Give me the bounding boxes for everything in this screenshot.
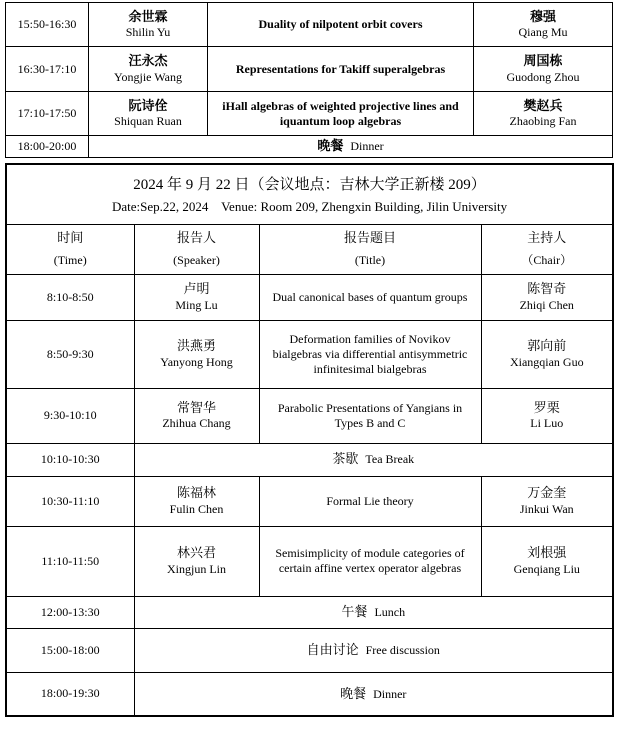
break-label-cn: 午餐 <box>341 603 368 619</box>
speaker-cell <box>134 320 259 388</box>
talk-title: Parabolic Presentations of Yangians in Types B and C <box>277 400 463 430</box>
time-text: 17:10-17:50 <box>17 106 77 120</box>
time-cell <box>6 3 89 47</box>
title-cell <box>259 388 481 443</box>
time-text: 11:10-11:50 <box>41 553 100 568</box>
speaker-cell <box>134 388 259 443</box>
time-cell <box>6 274 134 320</box>
chair-cell <box>474 3 613 47</box>
speaker-name-cn: 阮诗佺 <box>128 97 168 113</box>
title-cell <box>259 476 481 526</box>
column-header-row <box>6 224 613 274</box>
time-text: 15:00-18:00 <box>40 642 100 657</box>
meal-row <box>6 136 613 158</box>
break-row <box>6 628 613 672</box>
break-label-cn: 晚餐 <box>340 685 367 701</box>
date-title-cn: 2024 年 9 月 22 日（会议地点：吉林大学正新楼 209） <box>133 176 486 193</box>
col-time-en: (Time) <box>53 252 87 267</box>
break-label-en: Lunch <box>374 604 406 619</box>
chair-cell <box>481 526 613 596</box>
time-cell <box>6 47 89 92</box>
chair-cell <box>474 47 613 92</box>
day2-schedule-table <box>5 163 614 717</box>
chair-name-cn: 穆强 <box>529 8 556 24</box>
title-cell <box>208 47 474 92</box>
speaker-name-cn: 卢明 <box>183 281 210 297</box>
chair-name-cn: 刘根强 <box>527 545 567 561</box>
title-cell <box>259 274 481 320</box>
break-label-cn: 茶歇 <box>332 451 359 467</box>
speaker-name-en: Zhihua Chang <box>162 416 231 431</box>
break-label-en: Free discussion <box>365 642 440 657</box>
prev-day-schedule-table <box>5 2 613 158</box>
talk-title: iHall algebras of weighted projective lines and iquantum loop algebras <box>222 98 459 128</box>
talk-row <box>6 320 613 388</box>
chair-name-cn: 罗栗 <box>533 399 560 415</box>
column-header-speaker <box>134 224 259 274</box>
time-text: 15:50-16:30 <box>17 17 77 31</box>
talk-title: Semisimplicity of module categories of certain affine vertex operator algebras <box>275 546 465 575</box>
talk-row <box>6 92 613 136</box>
time-text: 10:30-11:10 <box>41 493 100 508</box>
break-label-cn: 自由讨论 <box>306 641 359 657</box>
chair-name-cn: 陈智奇 <box>527 281 567 297</box>
date-header-cell <box>6 164 613 224</box>
column-header-time <box>6 224 134 274</box>
speaker-name-en: Fulin Chen <box>169 501 224 516</box>
time-cell <box>6 628 134 672</box>
time-cell <box>6 443 134 476</box>
time-text: 10:10-10:30 <box>40 452 100 466</box>
speaker-cell <box>134 274 259 320</box>
talk-row <box>6 526 613 596</box>
chair-name-cn: 周国栋 <box>523 53 563 69</box>
talk-row <box>6 274 613 320</box>
speaker-name-en: Shilin Yu <box>125 25 171 40</box>
column-header-chair <box>481 224 613 274</box>
talk-title: Duality of nilpotent orbit covers <box>258 17 423 31</box>
time-text: 8:10-8:50 <box>46 289 94 304</box>
time-cell <box>6 136 89 158</box>
col-chair-cn: 主持人 <box>527 230 567 246</box>
title-cell <box>208 92 474 136</box>
talk-title: Deformation families of Novikov bialgebras via differential antisymmetric infinitesimal bialgebras <box>272 331 468 376</box>
talk-row <box>6 388 613 443</box>
title-cell <box>259 320 481 388</box>
title-cell <box>208 3 474 47</box>
break-label-en: Dinner <box>373 686 407 701</box>
chair-cell <box>481 476 613 526</box>
title-cell <box>259 526 481 596</box>
time-cell <box>6 92 89 136</box>
speaker-name-cn: 陈福林 <box>176 485 216 501</box>
chair-name-cn: 樊赵兵 <box>523 97 563 113</box>
col-speaker-cn: 报告人 <box>176 230 216 246</box>
talk-title: Representations for Takiff superalgebras <box>235 61 446 76</box>
chair-cell <box>474 92 613 136</box>
break-row <box>6 443 613 476</box>
chair-cell <box>481 274 613 320</box>
time-cell <box>6 596 134 628</box>
chair-name-cn: 郭向前 <box>527 338 567 354</box>
break-row <box>6 672 613 716</box>
speaker-name-cn: 林兴君 <box>176 545 216 561</box>
time-cell <box>6 476 134 526</box>
chair-name-en: Jinkui Wan <box>519 501 574 516</box>
time-cell <box>6 320 134 388</box>
time-text: 18:00-19:30 <box>40 686 100 701</box>
talk-row <box>6 476 613 526</box>
col-chair-en: （Chair） <box>521 252 573 267</box>
col-speaker-en: (Speaker) <box>173 252 220 267</box>
break-cell <box>134 596 613 628</box>
col-title-en: (Title) <box>354 252 386 267</box>
column-header-title <box>259 224 481 274</box>
talk-row <box>6 3 613 47</box>
time-cell <box>6 388 134 443</box>
chair-name-en: Li Luo <box>530 416 564 431</box>
speaker-name-cn: 常智华 <box>176 399 216 415</box>
talk-title: Formal Lie theory <box>326 493 414 508</box>
date-title-en: Date:Sep.22, 2024 Venue: Room 209, Zhengxin Building, Jilin University <box>111 198 508 214</box>
speaker-name-cn: 洪燕勇 <box>176 338 216 354</box>
time-text: 8:50-9:30 <box>46 346 94 361</box>
chair-name-en: Zhiqi Chen <box>519 297 574 312</box>
speaker-cell <box>89 3 208 47</box>
time-cell <box>6 526 134 596</box>
meal-label-cn: 晚餐 <box>317 138 344 154</box>
speaker-name-cn: 余世霖 <box>128 8 168 24</box>
speaker-name-en: Shiquan Ruan <box>114 114 182 129</box>
speaker-cell <box>134 526 259 596</box>
meal-cell <box>89 136 613 158</box>
time-cell <box>6 672 134 716</box>
break-cell <box>134 628 613 672</box>
chair-name-en: Zhaobing Fan <box>509 114 577 129</box>
speaker-name-en: Yanyong Hong <box>160 354 233 369</box>
speaker-name-en: Ming Lu <box>175 297 218 312</box>
col-title-cn: 报告题目 <box>343 230 396 246</box>
speaker-name-cn: 汪永杰 <box>128 53 168 69</box>
chair-cell <box>481 320 613 388</box>
talk-row <box>6 47 613 92</box>
break-cell <box>134 443 613 476</box>
chair-cell <box>481 388 613 443</box>
chair-name-en: Guodong Zhou <box>506 69 580 84</box>
date-header-row <box>6 164 613 224</box>
speaker-cell <box>89 92 208 136</box>
time-text: 18:00-20:00 <box>17 139 77 153</box>
chair-name-en: Qiang Mu <box>518 25 568 40</box>
chair-name-en: Xiangqian Guo <box>509 354 584 369</box>
break-label-en: Tea Break <box>365 452 415 467</box>
col-time-cn: 时间 <box>57 230 84 246</box>
talk-title: Dual canonical bases of quantum groups <box>272 289 468 304</box>
speaker-cell <box>89 47 208 92</box>
speaker-name-en: Yongjie Wang <box>114 69 182 84</box>
chair-name-cn: 万金奎 <box>527 485 567 501</box>
time-text: 12:00-13:30 <box>40 604 100 619</box>
break-row <box>6 596 613 628</box>
chair-name-en: Genqiang Liu <box>513 561 580 576</box>
break-cell <box>134 672 613 716</box>
time-text: 16:30-17:10 <box>17 61 77 76</box>
time-text: 9:30-10:10 <box>43 408 97 422</box>
speaker-name-en: Xingjun Lin <box>167 561 226 576</box>
meal-label-en: Dinner <box>350 139 384 154</box>
speaker-cell <box>134 476 259 526</box>
